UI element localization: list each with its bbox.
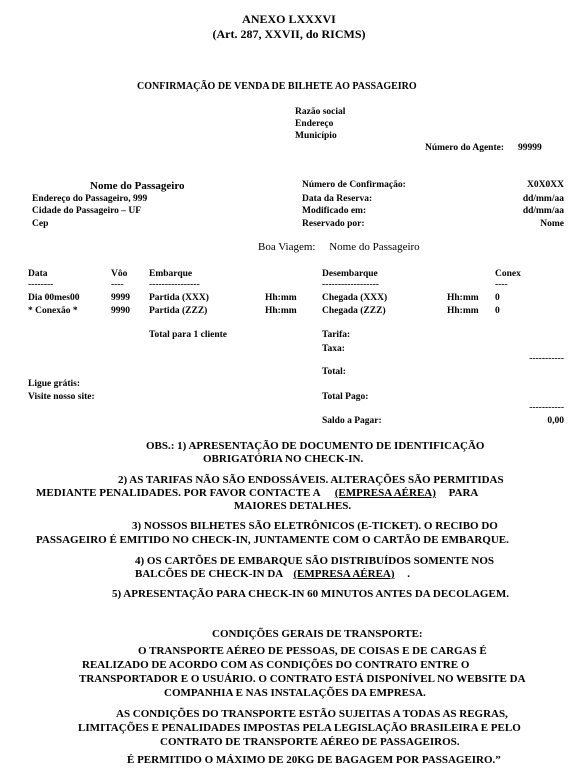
passenger-name: Nome do Passageiro xyxy=(90,180,185,192)
saldo-label: Saldo a Pagar: xyxy=(322,416,382,426)
total-clients: Total para 1 cliente xyxy=(149,330,228,340)
table-row-2-data: * Conexão * xyxy=(28,306,78,316)
company-placeholder: (EMPRESA AÉREA) xyxy=(293,568,395,580)
subtotal-divider: ----------- xyxy=(529,354,564,364)
table-row-1-embarque: Partida (XXX) xyxy=(149,293,209,303)
taxa-label: Taxa: xyxy=(322,344,345,354)
table-row-1-desembarque: Chegada (XXX) xyxy=(322,293,388,303)
table-row-1-embarque-hora: Hh:mm xyxy=(265,293,297,303)
passenger-city: Cidade do Passageiro – UF xyxy=(32,206,142,216)
annex-title: ANEXO LXXXVI xyxy=(242,12,336,26)
obs-3-line-1: 3) NOSSOS BILHETES SÃO ELETRÔNICOS (E-TICKET). O RECIBO DO xyxy=(132,520,498,532)
agency-razao-social: Razão social xyxy=(295,107,346,117)
conditions-p2-line-1: AS CONDIÇÕES DO TRANSPORTE ESTÃO SUJEITAS A TODAS AS REGRAS, xyxy=(116,708,508,720)
col-underline-data: -------- xyxy=(28,280,54,290)
table-row-2-voo: 9990 xyxy=(111,306,130,316)
col-header-desembarque: Desembarque xyxy=(322,269,378,279)
reserved-by-value: Nome xyxy=(540,219,564,229)
conditions-title: CONDIÇÕES GERAIS DE TRANSPORTE: xyxy=(212,628,423,640)
confirmation-label: Número de Confirmação: xyxy=(302,180,406,190)
table-row-1-data: Dia 00mes00 xyxy=(28,293,80,303)
table-row-2-embarque: Partida (ZZZ) xyxy=(149,306,208,316)
conditions-p1-line-3: TRANSPORTADOR E O USUÁRIO. O CONTRATO ESTÁ DISPONÍVEL NO WEBSITE DA xyxy=(79,673,526,685)
obs-2-line-2 xyxy=(36,487,478,499)
obs-3-line-2: PASSAGEIRO É EMITIDO NO CHECK-IN, JUNTAMENTE COM O CARTÃO DE EMBARQUE. xyxy=(36,534,509,546)
conditions-p2-line-3: CONTRATO DE TRANSPORTE AÉREO DE PASSAGEIROS. xyxy=(160,736,460,748)
confirmation-value: X0X0XX xyxy=(527,180,564,190)
table-row-1-voo: 9999 xyxy=(111,293,130,303)
company-placeholder: (EMPRESA AÉREA) xyxy=(334,487,436,499)
col-header-voo: Vôo xyxy=(111,269,128,279)
agency-municipio: Município xyxy=(295,131,337,141)
visite-site: Visite nosso site: xyxy=(28,392,95,402)
tarifa-label: Tarifa: xyxy=(322,330,351,340)
article-reference: (Art. 287, XXVII, do RICMS) xyxy=(212,27,366,41)
obs-1-line-1: OBS.: 1) APRESENTAÇÃO DE DOCUMENTO DE IDENTIFICAÇÃO xyxy=(146,440,485,452)
total-pago-label: Total Pago: xyxy=(322,392,369,402)
obs-2-text: MEDIANTE PENALIDADES. POR FAVOR CONTACTE A xyxy=(36,487,320,499)
modified-value: dd/mm/aa xyxy=(522,206,564,216)
table-row-1-desembarque-hora: Hh:mm xyxy=(447,293,479,303)
conditions-p1-line-4: COMPANHIA E NAS INSTALAÇÕES DA EMPRESA. xyxy=(164,687,426,699)
obs-2-text-end: PARA xyxy=(448,487,479,499)
conditions-p3-line: É PERMITIDO O MÁXIMO DE 20KG DE BAGAGEM POR PASSAGEIRO.” xyxy=(127,754,501,766)
table-row-2-desembarque: Chegada (ZZZ) xyxy=(322,306,386,316)
total-divider: ----------- xyxy=(529,403,564,413)
col-header-conex: Conex xyxy=(495,269,521,279)
agency-endereco: Endereço xyxy=(295,119,334,129)
obs-4-line-2 xyxy=(135,568,410,580)
saldo-value: 0,00 xyxy=(547,416,564,426)
obs-5-line: 5) APRESENTAÇÃO PARA CHECK-IN 60 MINUTOS ANTES DA DECOLAGEM. xyxy=(112,588,509,600)
obs-2-line-1: 2) AS TARIFAS NÃO SÃO ENDOSSÁVEIS. ALTERAÇÕES SÃO PERMITIDAS xyxy=(118,474,504,486)
table-row-2-embarque-hora: Hh:mm xyxy=(265,306,297,316)
conditions-p2-line-2: LIMITAÇÕES E PENALIDADES IMPOSTAS PELA LEGISLAÇÃO BRASILEIRA E PELO xyxy=(78,722,521,734)
table-row-2-conex: 0 xyxy=(495,306,500,316)
document-title: CONFIRMAÇÃO DE VENDA DE BILHETE AO PASSAGEIRO xyxy=(137,81,417,92)
col-underline-embarque: ---------------- xyxy=(149,280,200,290)
table-row-2-desembarque-hora: Hh:mm xyxy=(447,306,479,316)
agent-number-value: 99999 xyxy=(518,143,542,153)
obs-1-line-2: OBRIGATÓRIA NO CHECK-IN. xyxy=(203,453,364,465)
col-underline-voo: ---- xyxy=(111,280,124,290)
col-header-data: Data xyxy=(28,269,48,279)
total-label: Total: xyxy=(322,367,346,377)
reserved-by-label: Reservado por: xyxy=(302,219,365,229)
col-underline-conex: ---- xyxy=(495,280,508,290)
col-header-embarque: Embarque xyxy=(149,269,193,279)
obs-4-text: BALCÕES DE CHECK-IN DA xyxy=(135,568,283,580)
col-underline-desembarque: ------------------ xyxy=(322,280,379,290)
agent-number-label: Número do Agente: xyxy=(425,143,504,153)
table-row-1-conex: 0 xyxy=(495,293,500,303)
reservation-date-value: dd/mm/aa xyxy=(522,194,564,204)
greeting: Boa Viagem: Nome do Passageiro xyxy=(258,241,420,253)
conditions-p1-line-2: REALIZADO DE ACORDO COM AS CONDIÇÕES DO CONTRATO ENTRE O xyxy=(82,659,470,671)
ligue-gratis: Ligue grátis: xyxy=(28,379,80,389)
obs-4-line-1: 4) OS CARTÕES DE EMBARQUE SÃO DISTRIBUÍDOS SOMENTE NOS xyxy=(135,555,495,567)
passenger-cep: Cep xyxy=(32,219,49,229)
passenger-address: Endereço do Passageiro, 999 xyxy=(32,194,148,204)
obs-4-text-end: . xyxy=(407,568,411,580)
obs-2-line-3: MAIORES DETALHES. xyxy=(234,500,352,512)
reservation-date-label: Data da Reserva: xyxy=(302,194,373,204)
modified-label: Modificado em: xyxy=(302,206,367,216)
conditions-p1-line-1: O TRANSPORTE AÉREO DE PESSOAS, DE COISAS E DE CARGAS É xyxy=(138,645,487,657)
